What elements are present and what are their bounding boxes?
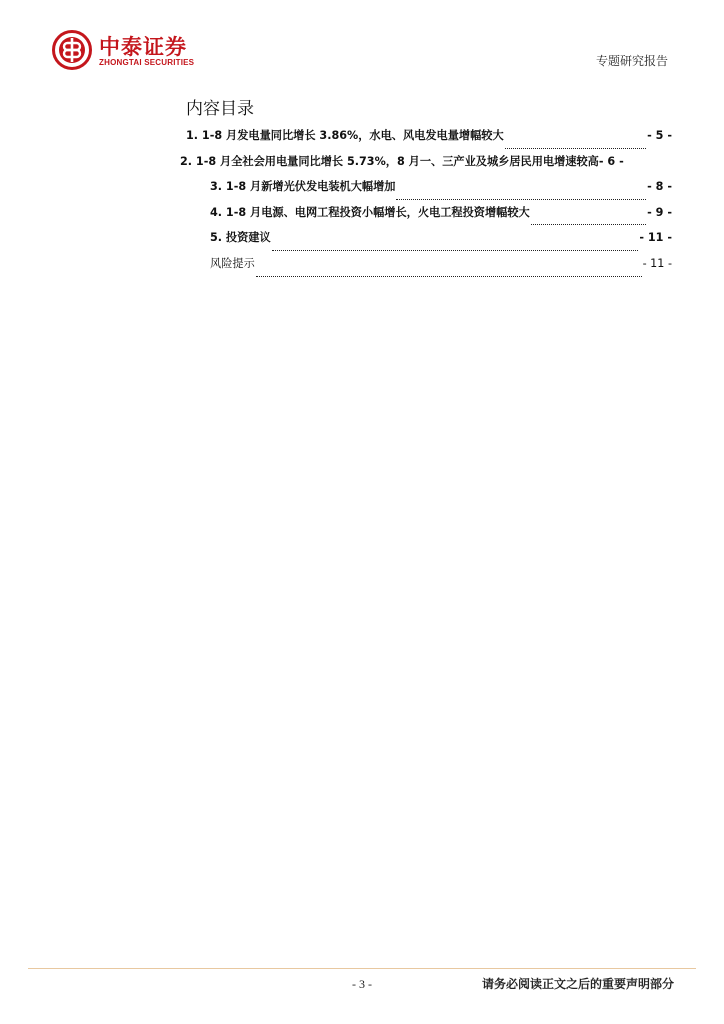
toc-entry-text: 5. 投资建议 bbox=[210, 231, 271, 245]
toc-entry-6[interactable] bbox=[210, 255, 672, 281]
toc-entry-text: 1. 1-8 月发电量同比增长 3.86%，水电、风电发电量增幅较大 bbox=[186, 129, 504, 142]
toc-entry-text: 2. 1-8 月全社会用电量同比增长 5.73%，8 月一、三产业及城乡居民用电增速较高 bbox=[180, 154, 599, 168]
toc-entry-4[interactable] bbox=[210, 204, 672, 230]
toc-leader-dots bbox=[505, 148, 646, 149]
toc-entry-page: - 11 - bbox=[639, 231, 672, 245]
toc-entry-page: - 8 - bbox=[647, 180, 672, 194]
report-type-label: 专题研究报告 bbox=[595, 54, 668, 68]
footer-divider bbox=[28, 968, 696, 969]
company-logo bbox=[52, 30, 222, 72]
toc-entry-5[interactable] bbox=[210, 229, 672, 255]
toc-leader-dots bbox=[396, 199, 646, 200]
zhongtai-logo-icon bbox=[52, 30, 92, 70]
toc-leader-dots bbox=[531, 224, 646, 225]
toc-entry-page: - 9 - bbox=[647, 205, 672, 219]
toc-entry-1[interactable] bbox=[186, 127, 672, 153]
toc-entry-page: - 6 - bbox=[598, 154, 624, 168]
toc-entry-page: - 5 - bbox=[647, 129, 672, 142]
toc-entry-3[interactable] bbox=[210, 178, 672, 204]
toc-entry-text: 4. 1-8 月电源、电网工程投资小幅增长，火电工程投资增幅较大 bbox=[210, 205, 530, 219]
toc-leader-dots bbox=[272, 250, 639, 251]
logo-english-name: ZHONGTAI SECURITIES bbox=[99, 58, 195, 67]
toc-entry-page: - 11 - bbox=[642, 256, 672, 270]
table-of-contents bbox=[180, 127, 672, 281]
toc-title: 内容目录 bbox=[186, 99, 254, 119]
toc-leader-dots bbox=[256, 276, 642, 277]
toc-entry-2[interactable] bbox=[180, 153, 672, 179]
page-number: - 3 - bbox=[352, 977, 372, 991]
toc-entry-text: 3. 1-8 月新增光伏发电装机大幅增加 bbox=[210, 180, 396, 194]
toc-entry-text: 风险提示 bbox=[210, 256, 255, 270]
logo-chinese-name: 中泰证券 bbox=[99, 35, 187, 59]
footer-disclaimer: 请务必阅读正文之后的重要声明部分 bbox=[481, 977, 674, 991]
